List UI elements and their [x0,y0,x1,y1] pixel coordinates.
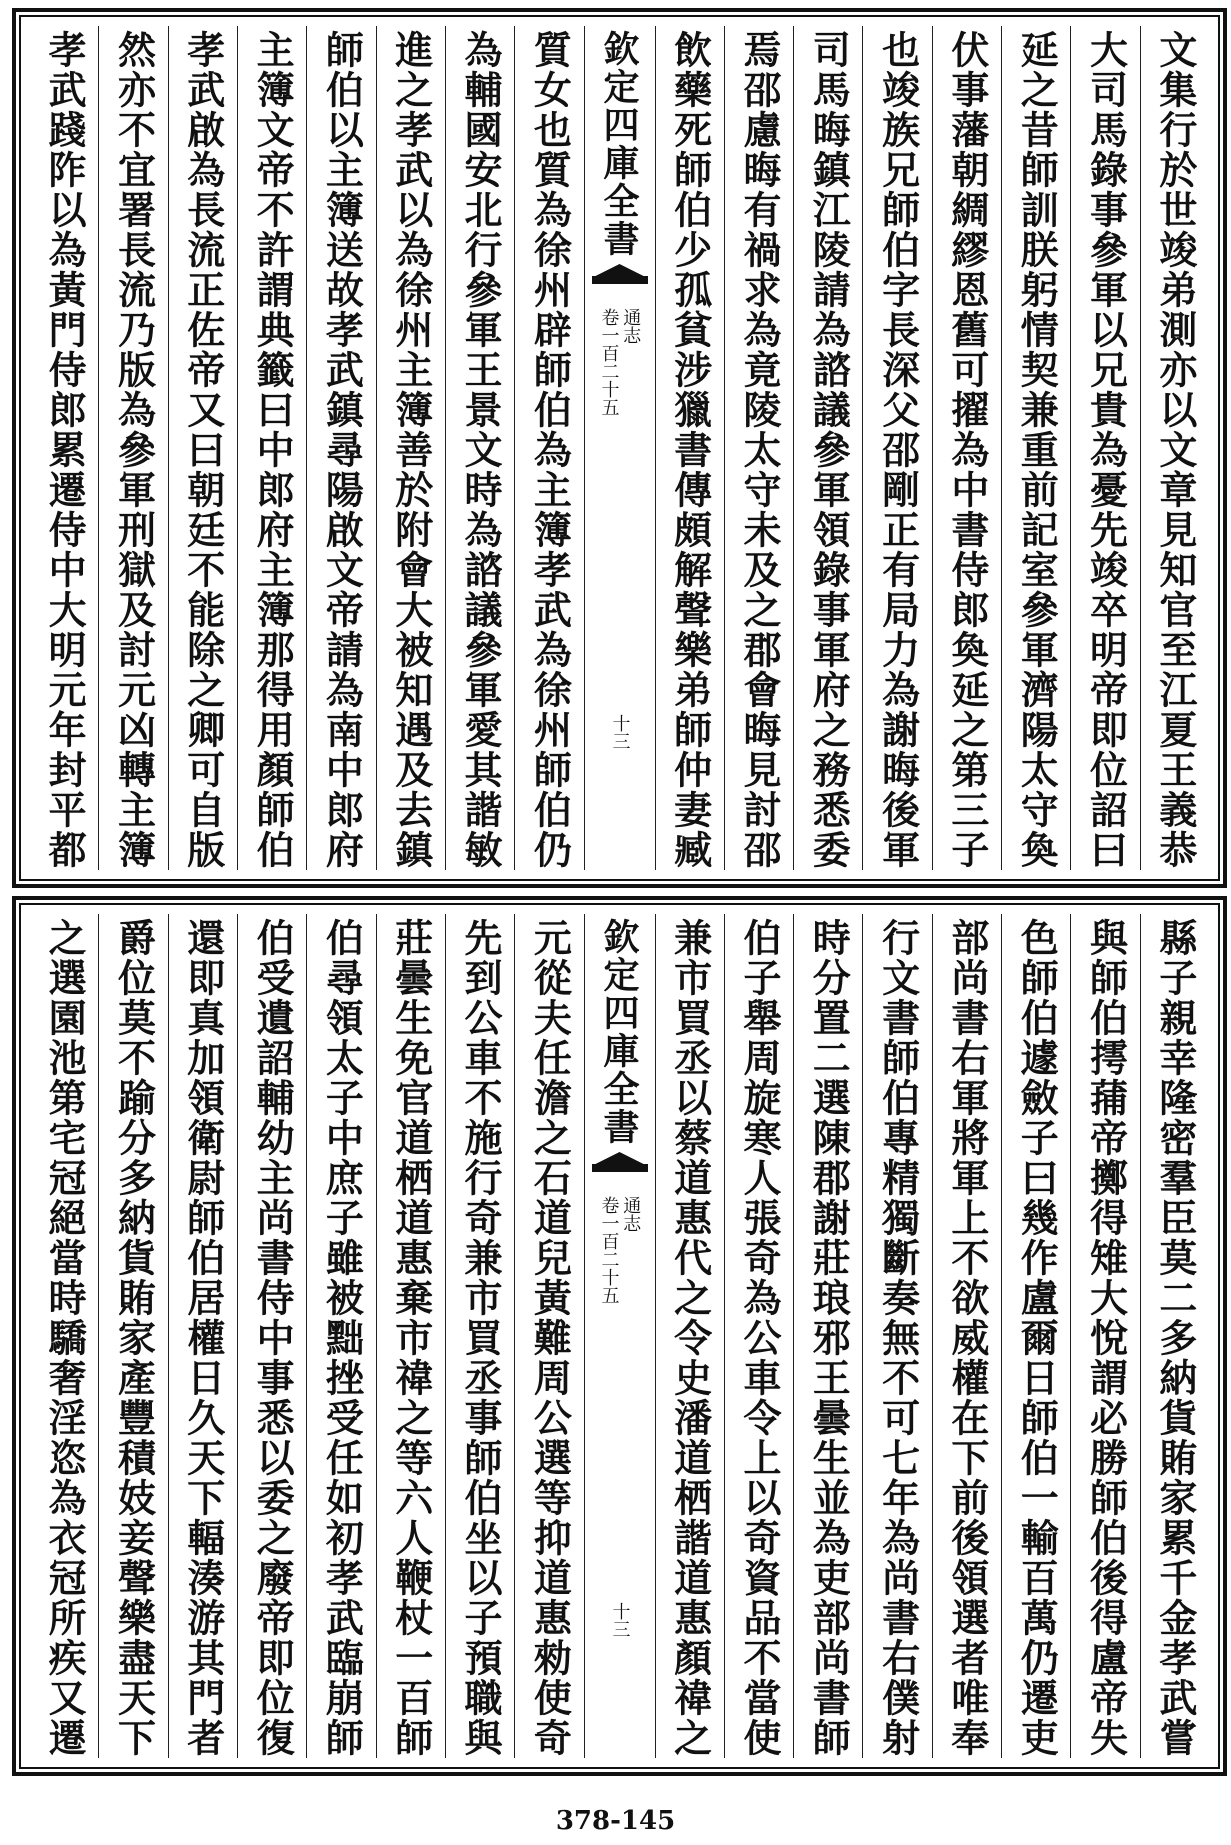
column-text: 之選園池第宅冠絕當時驕奢淫恣為衣冠所疾又遷 [42,918,88,1758]
column-text: 大司馬錄事參軍以兄貴為憂先竣卒明帝即位詔曰 [1083,30,1129,870]
text-column [1070,26,1139,870]
text-column [98,914,167,1758]
text-column [237,914,306,1758]
text-column [1140,26,1209,870]
top-text-columns [30,26,1209,870]
text-column [445,26,514,870]
text-column [98,26,167,870]
text-column [1070,914,1139,1758]
column-text: 行文書師伯專精獨斷奏無不可七年為尚書右僕射 [875,918,921,1758]
volume-label: 卷一百二十五 [598,1196,620,1304]
fish-tail-mark-icon [592,1152,648,1186]
bottom-page-frame [12,896,1227,1776]
column-text: 司馬晦鎮江陵請為諮議參軍領錄事軍府之務悉委 [806,30,852,870]
text-column [514,914,583,1758]
column-text: 孝武踐阼以為黃門侍郎累遷侍中大明元年封平都 [42,30,88,870]
column-text: 縣子親幸隆密羣臣莫二多納貨賄家累千金孝武嘗 [1152,918,1198,1758]
book-title: 欽定四庫全書 [598,30,640,258]
leaf-number: 十三 [609,1602,631,1638]
column-text: 與師伯摴蒱帝擲得雉大悅謂必勝師伯後得盧帝失 [1083,918,1129,1758]
chapter-label: 通志 [620,1196,642,1232]
column-text: 進之孝武以為徐州主簿善於附會大被知遇及去鎮 [388,30,434,870]
text-column [30,914,98,1758]
column-text: 伯受遺詔輔幼主尚書侍中事悉以委之廢帝即位復 [250,918,296,1758]
column-text: 飲藥死師伯少孤貧涉獵書傳頗解聲樂弟師仲妻臧 [667,30,713,870]
column-text: 伏事藩朝綢繆恩舊可擢為中書侍郎奐延之第三子 [944,30,990,870]
leaf-number: 十三 [609,714,631,750]
column-text: 然亦不宜署長流乃版為參軍刑獄及討元凶轉主簿 [111,30,157,870]
text-column [30,26,98,870]
text-column [1001,914,1070,1758]
text-column [306,914,375,1758]
column-text: 部尚書右軍將軍上不欲威權在下前後領選者唯奉 [944,918,990,1758]
column-text: 元從夫任澹之石道兒黃難周公選等抑道惠勑使奇 [527,918,573,1758]
text-column [168,26,237,870]
text-column [793,26,862,870]
column-text: 主簿文帝不許謂典籤曰中郎府主簿那得用顏師伯 [250,30,296,870]
top-page-frame [12,8,1227,888]
column-text: 伯子舉周旋寒人張奇為公車令上以奇資品不當使 [736,918,782,1758]
column-text: 為輔國安北行參軍王景文時為諮議參軍愛其諧敏 [458,30,504,870]
book-title: 欽定四庫全書 [598,918,640,1146]
text-column [932,914,1001,1758]
text-column [862,26,931,870]
text-column [445,914,514,1758]
column-text: 兼市買丞以蔡道惠代之令史潘道栖諧道惠顏禕之 [667,918,713,1758]
text-column [376,26,445,870]
text-column [724,914,793,1758]
column-text: 也竣族兄師伯字長深父邵剛正有局力為謝晦後軍 [875,30,921,870]
column-text: 質女也質為徐州辟師伯為主簿孝武為徐州師伯仍 [527,30,573,870]
column-text: 孝武啟為長流正佐帝又曰朝廷不能除之卿可自版 [180,30,226,870]
text-column [1001,26,1070,870]
page-number: 378-145 [555,1806,676,1836]
column-text: 伯尋領太子中庶子雖被黜挫受任如初孝武臨崩師 [319,918,365,1758]
text-column [376,914,445,1758]
chapter-label: 通志 [620,308,642,344]
column-text: 時分置二選陳郡謝莊琅邪王曇生並為吏部尚書師 [806,918,852,1758]
text-column [655,26,724,870]
text-column [1140,914,1209,1758]
column-text: 還即真加領衛尉師伯居權日久天下輻湊游其門者 [180,918,226,1758]
text-column [237,26,306,870]
text-column [862,914,931,1758]
column-text: 師伯以主簿送故孝武鎮尋陽啟文帝請為南中郎府 [319,30,365,870]
column-text: 莊曇生免官道栖道惠棄市禕之等六人鞭杖一百師 [388,918,434,1758]
column-text: 延之昔師訓朕躬情契兼重前記室參軍濟陽太守奐 [1014,30,1060,870]
bottom-text-columns [30,914,1209,1758]
text-column [724,26,793,870]
center-margin [584,26,655,870]
fish-tail-mark-icon [592,264,648,298]
column-text: 焉邵慮晦有禍求為竟陵太守未及之郡會晦見討邵 [736,30,782,870]
column-text: 先到公車不施行奇兼市買丞事師伯坐以子預職與 [458,918,504,1758]
center-margin [584,914,655,1758]
text-column [168,914,237,1758]
column-text: 爵位莫不踰分多納貨賄家產豐積妓妾聲樂盡天下 [111,918,157,1758]
text-column [514,26,583,870]
text-column [793,914,862,1758]
column-text: 色師伯遽斂子曰幾作盧爾日師伯一輸百萬仍遷吏 [1014,918,1060,1758]
volume-label: 卷一百二十五 [598,308,620,416]
column-text: 文集行於世竣弟測亦以文章見知官至江夏王義恭 [1152,30,1198,870]
text-column [932,26,1001,870]
text-column [306,26,375,870]
text-column [655,914,724,1758]
